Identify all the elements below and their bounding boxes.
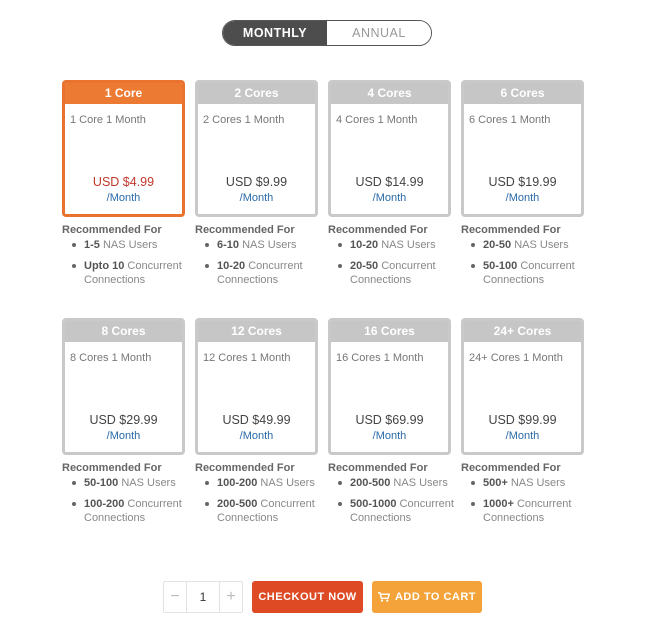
quantity-value[interactable]: 1 [186,582,220,612]
users-range: 1-5 [84,239,100,251]
connections-range: 100-200 [84,498,125,510]
users-label: NAS Users [507,477,566,489]
recommended-connections [461,497,591,525]
recommended-connections [328,497,458,525]
plan-column [328,318,454,536]
recommended-title: Recommended For [461,462,561,474]
plan-column [62,318,185,536]
recommended-title: Recommended For [62,462,162,474]
plan-card-header: 8 Cores [64,320,183,342]
recommended-users [328,476,458,490]
plan-price: USD $19.99 [488,175,557,189]
connections-label: Concurrent Connections [217,260,303,286]
quantity-stepper [163,581,243,613]
plan-period: /Month [239,430,274,442]
users-label: NAS Users [239,239,297,251]
decrement-button[interactable]: − [170,588,180,605]
connections-range: 50-100 [483,260,518,272]
plan-period: /Month [505,192,540,204]
users-range: 50-100 [84,477,119,489]
plan-card-subtitle: 4 Cores 1 Month [336,114,418,126]
plan-price: USD $14.99 [355,175,424,189]
plan-period: /Month [106,430,141,442]
plan-column [328,80,451,298]
plan-price: USD $4.99 [92,175,155,189]
recommended-connections [328,259,458,287]
plan-card-12-cores[interactable] [195,318,318,455]
plan-card-header: 1 Core [64,82,183,104]
recommended-title: Recommended For [195,224,295,236]
recommended-connections [62,259,192,287]
connections-label: Concurrent Connections [350,498,454,524]
users-range: 500+ [483,477,508,489]
plan-card-header: 24+ Cores [463,320,582,342]
connections-label: Concurrent Connections [483,498,572,524]
connections-range: 500-1000 [350,498,397,510]
connections-label: Concurrent Connections [84,498,182,524]
recommended-users [328,238,458,252]
plan-card-header: 12 Cores [197,320,316,342]
plan-price: USD $69.99 [355,413,424,427]
plan-card-4-cores[interactable] [328,80,451,217]
plan-card-header: 16 Cores [330,320,449,342]
recommended-section [195,224,325,294]
plan-card-header: 2 Cores [197,82,316,104]
users-label: NAS Users [118,477,176,489]
plan-card-1-core[interactable] [62,80,185,217]
recommended-section [461,462,591,532]
recommended-users [195,238,325,252]
plan-card-header: 6 Cores [463,82,582,104]
plan-card-subtitle: 16 Cores 1 Month [336,352,424,364]
plan-card-2-cores[interactable] [195,80,318,217]
shopping-cart-icon [378,592,390,602]
checkout-now-label: CHECKOUT NOW [258,591,357,603]
plan-period: /Month [106,192,141,204]
plan-card-subtitle: 6 Cores 1 Month [469,114,551,126]
users-label: NAS Users [257,477,315,489]
recommended-title: Recommended For [461,224,561,236]
users-label: NAS Users [99,239,158,251]
plan-card-8-cores[interactable] [62,318,185,455]
users-label: NAS Users [378,239,436,251]
users-label: NAS Users [390,477,448,489]
recommended-users [62,238,192,252]
users-range: 200-500 [350,477,391,489]
users-label: NAS Users [511,239,569,251]
recommended-section [62,224,192,294]
plan-card-16-cores[interactable] [328,318,451,455]
plan-price: USD $9.99 [225,175,288,189]
plan-card-subtitle: 8 Cores 1 Month [70,352,152,364]
plan-price: USD $29.99 [89,413,158,427]
recommended-connections [461,259,591,287]
plan-column [195,318,318,536]
connections-range: 20-50 [350,260,379,272]
recommended-users [62,476,192,490]
plan-grid [62,80,586,536]
users-range: 20-50 [483,239,512,251]
recommended-section [195,462,325,532]
plan-price: USD $49.99 [222,413,291,427]
plan-period: /Month [239,192,274,204]
recommended-section [328,462,458,532]
plan-column [461,80,584,298]
recommended-title: Recommended For [328,224,428,236]
plan-card-24-plus-cores[interactable] [461,318,584,455]
recommended-connections [62,497,192,525]
connections-label: Concurrent Connections [483,260,575,286]
plan-price: USD $99.99 [488,413,557,427]
add-to-cart-button[interactable] [372,581,482,613]
plan-card-header: 4 Cores [330,82,449,104]
plan-card-subtitle: 12 Cores 1 Month [203,352,291,364]
recommended-users [461,476,591,490]
connections-label: Concurrent Connections [350,260,436,286]
plan-card-subtitle: 1 Core 1 Month [70,114,146,126]
recommended-section [328,224,458,294]
recommended-connections [195,259,325,287]
connections-range: Upto 10 [84,260,125,272]
toggle-monthly[interactable]: MONTHLY [223,21,327,45]
users-range: 100-200 [217,477,258,489]
recommended-connections [195,497,325,525]
increment-button[interactable]: + [226,588,236,605]
plan-column [195,80,318,298]
plan-card-subtitle: 24+ Cores 1 Month [469,352,563,364]
recommended-title: Recommended For [328,462,428,474]
checkout-now-button[interactable] [252,581,363,613]
toggle-annual[interactable]: ANNUAL [327,21,431,45]
users-range: 10-20 [350,239,379,251]
connections-range: 200-500 [217,498,258,510]
plan-period: /Month [372,430,407,442]
recommended-section [461,224,591,294]
plan-column [461,318,584,536]
plan-card-subtitle: 2 Cores 1 Month [203,114,285,126]
recommended-users [461,238,591,252]
connections-label: Concurrent Connections [217,498,315,524]
billing-period-toggle[interactable] [222,20,432,46]
recommended-users [195,476,325,490]
connections-range: 1000+ [483,498,514,510]
recommended-title: Recommended For [62,224,162,236]
users-range: 6-10 [217,239,240,251]
connections-label: Concurrent Connections [84,260,182,286]
add-to-cart-label: ADD TO CART [394,591,477,603]
plan-period: /Month [505,430,540,442]
connections-range: 10-20 [217,260,246,272]
recommended-title: Recommended For [195,462,295,474]
plan-card-6-cores[interactable] [461,80,584,217]
plan-period: /Month [372,192,407,204]
checkout-bar [163,581,482,613]
plan-column [62,80,185,298]
recommended-section [62,462,192,532]
